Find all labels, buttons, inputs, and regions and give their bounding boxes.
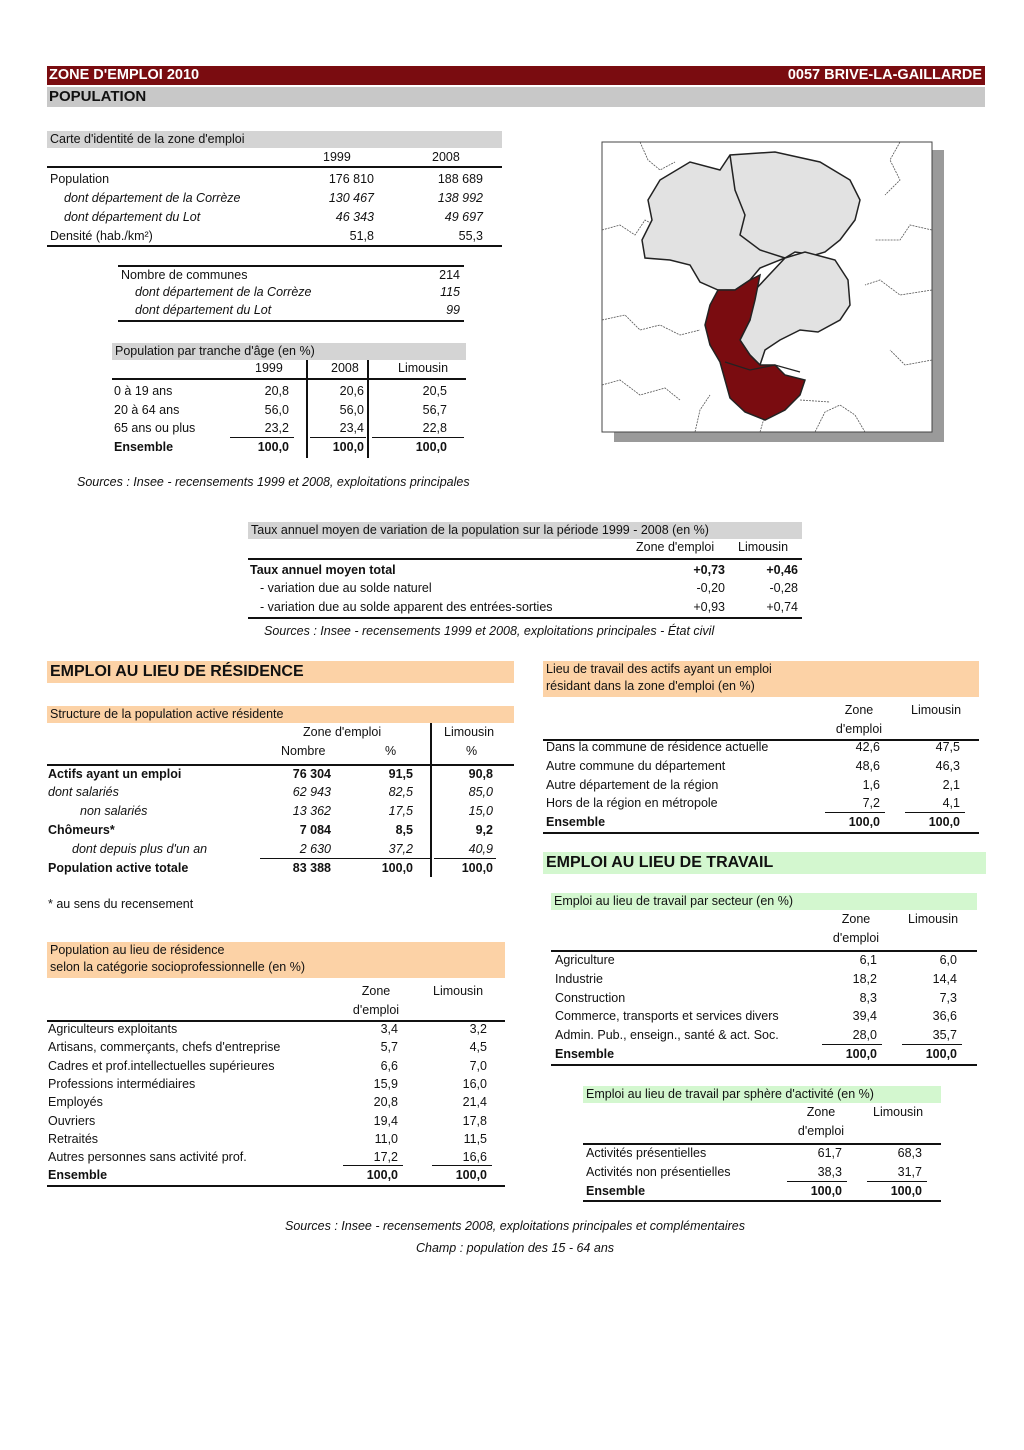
carte-cell: 51,8 [349,229,374,243]
emploi-res-cell: 91,5 [388,767,413,781]
csp-row-label: Cadres et prof.intellectuelles supérieures [48,1058,275,1073]
age-cell: 23,4 [339,421,364,435]
sphere-cell: 38,3 [817,1164,842,1179]
lieu_travail-cell: 48,6 [855,758,880,773]
lieu-title-1: Lieu de travail des actifs ayant un emploi [546,662,772,676]
taux-bottom-rule [248,617,802,619]
csp-cell: 16,0 [462,1076,487,1091]
emploi-res-row-label: Actifs ayant un emploi [48,767,182,781]
emploi-res-cell: 2 630 [299,842,331,856]
emploi-res-cell: 17,5 [388,804,413,818]
emploi-trav-top-rule [551,950,977,952]
lieu_travail-cell: 100,0 [848,815,880,830]
emploi-res-sub: % [466,744,478,758]
communes-cell: 214 [439,268,460,282]
lieu_travail-row-label: Autre département de la région [546,777,719,792]
age-row-label: Ensemble [114,440,174,454]
emploi-res-cell: 100,0 [461,861,493,875]
lieu_travail-sum-rule [825,812,885,813]
emploi-res-cell: 82,5 [388,785,413,799]
csp-col-zone-2: d'emploi [352,1003,400,1017]
csp-cell: 6,6 [380,1058,398,1073]
taux-cell: -0,20 [696,581,725,595]
age-cell: 100,0 [415,440,447,454]
emploi-res-cell: 90,8 [468,767,493,781]
emploi_trav-row-label: Construction [555,990,626,1005]
csp-cell: 3,4 [380,1022,398,1036]
carte-cell: 46 343 [335,210,374,224]
lieu_travail-bottom-rule [543,832,979,834]
communes-cell: 115 [440,285,460,299]
csp-cell: 16,6 [462,1150,487,1165]
age-cell: 20,5 [422,384,447,398]
emploi_trav-cell: 6,0 [939,953,957,967]
sphere-row-label: Activités présentielles [586,1146,707,1160]
emploi-trav-title: Emploi au lieu de travail par secteur (en %) [551,893,977,910]
age-col: 2008 [331,361,359,375]
emploi-res-row-label: Population active totale [48,861,189,875]
lieu-col-limousin: Limousin [911,703,962,717]
communes-row-label: Nombre de communes [121,268,248,282]
age-vline [306,360,308,458]
csp-col-zone-1: Zone [361,984,391,998]
sphere-bottom-rule [583,1200,941,1202]
lieu_travail-cell: 2,1 [942,777,960,792]
csp-cell: 4,5 [469,1040,487,1055]
age-cell: 22,8 [422,421,447,435]
age-row-label: 65 ans ou plus [114,421,196,435]
emploi_trav-row-label: Agriculture [555,953,615,967]
emploi-res-cell: 100,0 [381,861,413,875]
taux-col-zone: Zone d'emploi [636,540,715,554]
age-cell: 20,6 [339,384,364,398]
age-title: Population par tranche d'âge (en %) [112,343,466,360]
sphere-row-label: Activités non présentielles [586,1164,731,1179]
emploi_trav-row-label: Commerce, transports et services divers [555,1009,779,1024]
sphere-col-zone-1: Zone [806,1105,836,1119]
emploi_trav-sum-rule [902,1044,962,1045]
csp-col-limousin: Limousin [433,984,484,998]
lieu_travail-sum-rule [905,812,965,813]
lieu_travail-row-label: Hors de la région en métropole [546,796,718,811]
emploi-res-row-label: dont depuis plus d'un an [72,842,208,856]
emploi-res-cell: 76 304 [292,767,331,781]
taux-cell: +0,93 [693,600,725,614]
sphere-cell: 100,0 [810,1183,842,1198]
emploi-res-cell: 37,2 [388,842,413,856]
taux-col-limousin: Limousin [738,540,789,554]
csp-bottom-rule [47,1185,505,1187]
csp-title-2: selon la catégorie socioprofessionnelle (en %) [50,960,306,974]
lieu-title-2: résidant dans la zone d'emploi (en %) [546,679,755,693]
csp-cell: 11,5 [463,1131,487,1146]
section-population: POPULATION [47,87,985,107]
age-cell: 100,0 [332,440,364,454]
sphere-cell: 31,7 [897,1164,922,1179]
age-cell: 23,2 [264,421,289,435]
emploi-res-cell: 85,0 [468,785,493,799]
carte-row-label: dont département du Lot [64,210,201,224]
csp-row-label: Retraités [48,1131,99,1146]
taux-cell: -0,28 [769,581,798,595]
communes-row-label: dont département de la Corrèze [135,285,312,299]
emploi-res-cell: 62 943 [292,785,331,799]
csp-row-label: Ensemble [48,1168,108,1183]
age-vline [367,360,369,458]
location-map [600,140,945,445]
csp-sum-rule [343,1165,403,1166]
lieu-col-zone-2: d'emploi [835,722,883,736]
taux-cell: +0,46 [766,563,798,577]
footer-source: Sources : Insee - recensements 2008, exploitations principales et complémentaires [285,1219,745,1233]
emploi-res-row-label: Chômeurs* [48,823,115,837]
section-emploi-travail: EMPLOI AU LIEU DE TRAVAIL [543,852,986,874]
carte-col-1999: 1999 [323,150,351,164]
age-cell: 56,0 [339,403,364,417]
carte-row-label: Densité (hab./km²) [50,229,153,243]
emploi-res-title: Structure de la population active résidente [47,706,514,723]
emploi-res-row-label: non salariés [80,804,148,818]
carte-cell: 138 992 [437,191,483,205]
communes-cell: 99 [446,303,460,317]
age-col: 1999 [255,361,283,375]
emploi_trav-cell: 8,3 [859,990,877,1005]
section-emploi-residence: EMPLOI AU LIEU DE RÉSIDENCE [47,661,514,683]
sphere-cell: 61,7 [817,1146,842,1160]
sphere-col-zone-2: d'emploi [797,1124,845,1138]
sphere-cell: 68,3 [897,1146,922,1160]
lieu_travail-row-label: Ensemble [546,815,606,830]
carte-cell: 188 689 [437,172,483,186]
sphere-top-rule [583,1143,941,1145]
emploi_trav-sum-rule [822,1044,882,1045]
emploi-res-cell: 40,9 [468,842,493,856]
taux-cell: +0,74 [766,600,798,614]
communes-top-rule [118,265,464,267]
csp-row-label: Employés [48,1095,103,1110]
csp-cell: 100,0 [366,1168,398,1183]
header-left: ZONE D'EMPLOI 2010 [49,67,200,83]
csp-row-label: Ouvriers [48,1113,96,1128]
taux-cell: +0,73 [693,563,725,577]
emploi-trav-col-zone-1: Zone [841,912,871,926]
csp-cell: 15,9 [373,1076,398,1091]
emploi-res-cell: 15,0 [468,804,493,818]
header-right: 0057 BRIVE-LA-GAILLARDE [787,67,982,83]
emploi-res-cell: 9,2 [475,823,493,837]
emploi_trav-cell: 14,4 [932,971,957,986]
lieu_travail-cell: 42,6 [855,740,880,754]
emploi-res-col-limousin: Limousin [444,725,495,739]
communes-bottom-rule [118,320,464,322]
age-sum-rule [310,437,366,438]
carte-title: Carte d'identité de la zone d'emploi [47,131,502,148]
emploi_trav-cell: 39,4 [852,1009,877,1024]
carte-cell: 130 467 [328,191,374,205]
emploi_trav-row-label: Admin. Pub., enseign., santé & act. Soc. [555,1028,779,1043]
carte-row-label: dont département de la Corrèze [64,191,241,205]
lieu_travail-cell: 100,0 [928,815,960,830]
csp-cell: 3,2 [469,1022,487,1036]
csp-title-1: Population au lieu de résidence [50,943,225,957]
emploi_trav-cell: 7,3 [939,990,957,1005]
emploi-res-sub: Nombre [281,744,326,758]
emploi_trav-cell: 6,1 [859,953,877,967]
emploi_trav-bottom-rule [551,1064,977,1066]
emploi-res-note: * au sens du recensement [48,897,194,911]
sphere-col-limousin: Limousin [873,1105,924,1119]
csp-cell: 17,8 [462,1113,487,1128]
csp-cell: 17,2 [373,1150,398,1165]
taux-source: Sources : Insee - recensements 1999 et 2008, exploitations principales - État civil [264,624,715,638]
lieu_travail-cell: 46,3 [935,758,960,773]
emploi_trav-row-label: Industrie [555,971,603,986]
emploi_trav-cell: 36,6 [932,1009,957,1024]
csp-cell: 5,7 [380,1040,398,1055]
emploi-res-sub: % [385,744,397,758]
emploi-trav-col-limousin: Limousin [908,912,959,926]
age-sum-rule [372,437,464,438]
age-col: Limousin [398,361,449,375]
emploi-res-col-zone: Zone d'emploi [303,725,382,739]
age-cell: 100,0 [257,440,289,454]
emploi-res-cell: 83 388 [292,861,331,875]
footer-champ: Champ : population des 15 - 64 ans [415,1241,615,1255]
csp-cell: 11,0 [374,1131,398,1146]
emploi_trav-cell: 100,0 [925,1047,957,1061]
emploi-res-cell: 8,5 [395,823,413,837]
header-bar [47,66,985,85]
emploi-res-cell: 13 362 [292,804,331,818]
age-cell: 56,0 [264,403,289,417]
taux-title: Taux annuel moyen de variation de la population sur la période 1999 - 2008 (en %) [248,522,802,539]
lieu_travail-cell: 7,2 [862,796,880,811]
taux-top-rule [248,558,802,560]
csp-cell: 21,4 [462,1095,487,1110]
lieu-col-zone-1: Zone [844,703,874,717]
age-row-label: 20 à 64 ans [114,403,180,417]
emploi-res-row-label: dont salariés [48,785,119,799]
csp-cell: 100,0 [455,1168,487,1183]
lieu_travail-cell: 4,1 [942,796,960,811]
csp-cell: 7,0 [469,1058,487,1073]
sphere-title: Emploi au lieu de travail par sphère d'activité (en %) [583,1086,941,1103]
communes-row-label: dont département du Lot [135,303,272,317]
emploi_trav-cell: 18,2 [852,971,877,986]
lieu_travail-row-label: Autre commune du département [546,758,726,773]
lieu_travail-row-label: Dans la commune de résidence actuelle [546,740,769,754]
emploi_trav-cell: 28,0 [852,1028,877,1043]
emploi_trav-cell: 35,7 [932,1028,957,1043]
csp-title-box [47,942,505,978]
carte-cell: 49 697 [444,210,483,224]
carte-bottom-rule [47,245,502,247]
csp-row-label: Professions intermédiaires [48,1076,196,1091]
emploi_trav-row-label: Ensemble [555,1047,615,1061]
emploi-res-top-rule [47,764,514,766]
carte-top-rule [47,166,502,168]
source-1: Sources : Insee - recensements 1999 et 2008, exploitations principales [77,475,470,489]
age-sum-rule [230,437,294,438]
carte-cell: 55,3 [458,229,483,243]
carte-row-label: Population [50,172,110,186]
emploi-res-vline [430,723,432,877]
csp-cell: 20,8 [373,1095,398,1110]
emploi-res-cell: 7 084 [299,823,331,837]
lieu_travail-cell: 1,6 [862,777,880,792]
lieu-title-box [543,661,979,697]
csp-row-label: Autres personnes sans activité prof. [48,1150,247,1165]
taux-row-label: - variation due au solde naturel [260,581,432,595]
carte-cell: 176 810 [328,172,374,186]
csp-row-label: Artisans, commerçants, chefs d'entreprise [48,1040,281,1055]
sphere-row-label: Ensemble [586,1183,646,1198]
lieu_travail-cell: 47,5 [935,740,960,754]
age-cell: 56,7 [422,403,447,417]
taux-row-label: Taux annuel moyen total [250,563,396,577]
csp-cell: 19,4 [373,1113,398,1128]
sphere-sum-rule [867,1181,927,1182]
carte-col-2008: 2008 [432,150,460,164]
csp-sum-rule [432,1165,492,1166]
csp-row-label: Agriculteurs exploitants [48,1022,178,1036]
emploi_trav-cell: 100,0 [845,1047,877,1061]
taux-row-label: - variation due au solde apparent des entrées-sorties [260,600,553,614]
emploi-res-sum-rule [434,858,496,859]
emploi-res-sum-rule [260,858,430,859]
age-row-label: 0 à 19 ans [114,384,173,398]
age-top-rule [112,378,466,380]
sphere-cell: 100,0 [890,1183,922,1198]
emploi-trav-col-zone-2: d'emploi [832,931,880,945]
age-cell: 20,8 [264,384,289,398]
sphere-sum-rule [787,1181,847,1182]
